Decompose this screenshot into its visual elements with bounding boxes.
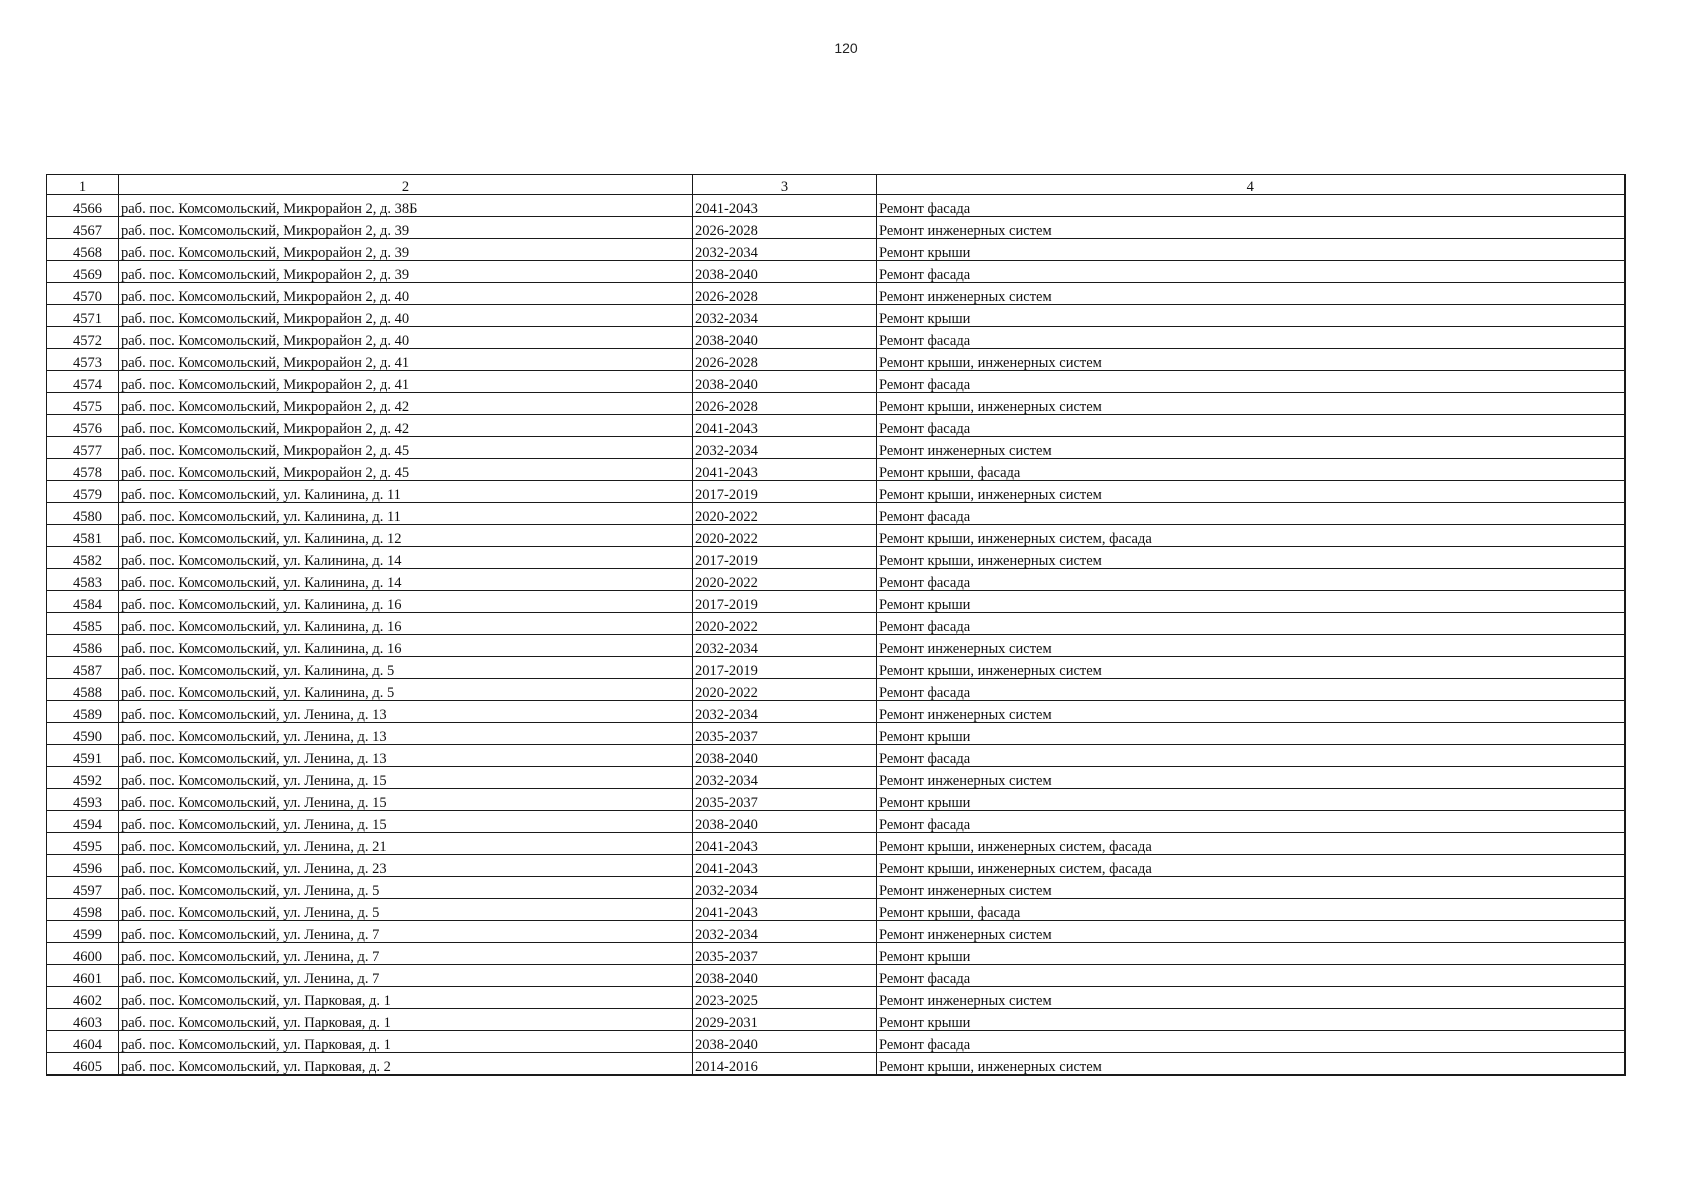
table-row <box>47 899 1625 921</box>
period-cell: 2038-2040 <box>693 745 877 767</box>
address-cell: раб. пос. Комсомольский, ул. Парковая, д. 1 <box>119 1009 693 1031</box>
table-row <box>47 283 1625 305</box>
table-row <box>47 591 1625 613</box>
work-type-cell: Ремонт фасада <box>877 261 1625 283</box>
row-number: 4593 <box>47 789 119 811</box>
period-cell: 2038-2040 <box>693 965 877 987</box>
row-number: 4582 <box>47 547 119 569</box>
row-number: 4600 <box>47 943 119 965</box>
address-cell: раб. пос. Комсомольский, ул. Калинина, д. 14 <box>119 569 693 591</box>
work-type-cell: Ремонт фасада <box>877 679 1625 701</box>
address-cell: раб. пос. Комсомольский, Микрорайон 2, д. 42 <box>119 393 693 415</box>
table-row <box>47 745 1625 767</box>
address-cell: раб. пос. Комсомольский, Микрорайон 2, д. 41 <box>119 371 693 393</box>
row-number: 4570 <box>47 283 119 305</box>
address-cell: раб. пос. Комсомольский, ул. Ленина, д. 15 <box>119 811 693 833</box>
period-cell: 2038-2040 <box>693 261 877 283</box>
work-type-cell: Ремонт крыши <box>877 239 1625 261</box>
work-type-cell: Ремонт крыши, инженерных систем <box>877 547 1625 569</box>
address-cell: раб. пос. Комсомольский, ул. Ленина, д. 21 <box>119 833 693 855</box>
table-row <box>47 943 1625 965</box>
work-type-cell: Ремонт фасада <box>877 569 1625 591</box>
address-cell: раб. пос. Комсомольский, ул. Парковая, д. 2 <box>119 1053 693 1076</box>
row-number: 4590 <box>47 723 119 745</box>
period-cell: 2020-2022 <box>693 569 877 591</box>
row-number: 4571 <box>47 305 119 327</box>
address-cell: раб. пос. Комсомольский, ул. Ленина, д. 5 <box>119 877 693 899</box>
period-cell: 2035-2037 <box>693 723 877 745</box>
address-cell: раб. пос. Комсомольский, ул. Ленина, д. 15 <box>119 789 693 811</box>
address-cell: раб. пос. Комсомольский, ул. Калинина, д. 16 <box>119 635 693 657</box>
period-cell: 2026-2028 <box>693 217 877 239</box>
period-cell: 2035-2037 <box>693 943 877 965</box>
period-cell: 2020-2022 <box>693 613 877 635</box>
row-number: 4603 <box>47 1009 119 1031</box>
work-type-cell: Ремонт фасада <box>877 195 1625 217</box>
table-row <box>47 657 1625 679</box>
column-header-work-type: 4 <box>877 175 1625 195</box>
row-number: 4594 <box>47 811 119 833</box>
table-row <box>47 965 1625 987</box>
table-row <box>47 195 1625 217</box>
row-number: 4584 <box>47 591 119 613</box>
work-type-cell: Ремонт крыши, инженерных систем <box>877 657 1625 679</box>
work-type-cell: Ремонт крыши, фасада <box>877 459 1625 481</box>
address-cell: раб. пос. Комсомольский, ул. Ленина, д. 7 <box>119 943 693 965</box>
period-cell: 2041-2043 <box>693 195 877 217</box>
period-cell: 2026-2028 <box>693 349 877 371</box>
page-number: 120 <box>834 40 858 56</box>
work-type-cell: Ремонт крыши <box>877 789 1625 811</box>
row-number: 4583 <box>47 569 119 591</box>
work-type-cell: Ремонт крыши, инженерных систем, фасада <box>877 525 1625 547</box>
table-row <box>47 921 1625 943</box>
work-type-cell: Ремонт фасада <box>877 503 1625 525</box>
work-type-cell: Ремонт фасада <box>877 613 1625 635</box>
work-type-cell: Ремонт крыши, инженерных систем, фасада <box>877 833 1625 855</box>
work-type-cell: Ремонт инженерных систем <box>877 635 1625 657</box>
work-type-cell: Ремонт крыши, инженерных систем <box>877 481 1625 503</box>
work-type-cell: Ремонт крыши, инженерных систем, фасада <box>877 855 1625 877</box>
period-cell: 2032-2034 <box>693 305 877 327</box>
row-number: 4597 <box>47 877 119 899</box>
work-type-cell: Ремонт крыши <box>877 1009 1625 1031</box>
address-cell: раб. пос. Комсомольский, ул. Калинина, д. 16 <box>119 591 693 613</box>
address-cell: раб. пос. Комсомольский, Микрорайон 2, д. 41 <box>119 349 693 371</box>
address-cell: раб. пос. Комсомольский, ул. Ленина, д. 23 <box>119 855 693 877</box>
table-row <box>47 525 1625 547</box>
period-cell: 2038-2040 <box>693 1031 877 1053</box>
work-type-cell: Ремонт инженерных систем <box>877 701 1625 723</box>
period-cell: 2026-2028 <box>693 283 877 305</box>
work-type-cell: Ремонт крыши, инженерных систем <box>877 393 1625 415</box>
table-row <box>47 459 1625 481</box>
address-cell: раб. пос. Комсомольский, Микрорайон 2, д. 39 <box>119 239 693 261</box>
address-cell: раб. пос. Комсомольский, Микрорайон 2, д. 45 <box>119 437 693 459</box>
table-row <box>47 547 1625 569</box>
table-row <box>47 217 1625 239</box>
row-number: 4601 <box>47 965 119 987</box>
table-row <box>47 987 1625 1009</box>
work-type-cell: Ремонт крыши <box>877 723 1625 745</box>
period-cell: 2023-2025 <box>693 987 877 1009</box>
table-row <box>47 833 1625 855</box>
work-type-cell: Ремонт крыши, инженерных систем <box>877 1053 1625 1076</box>
row-number: 4576 <box>47 415 119 437</box>
address-cell: раб. пос. Комсомольский, ул. Ленина, д. 13 <box>119 745 693 767</box>
table-row <box>47 261 1625 283</box>
registry-table <box>46 174 1626 1076</box>
address-cell: раб. пос. Комсомольский, ул. Ленина, д. 5 <box>119 899 693 921</box>
address-cell: раб. пос. Комсомольский, ул. Ленина, д. 7 <box>119 965 693 987</box>
table-row <box>47 305 1625 327</box>
table-row <box>47 1009 1625 1031</box>
row-number: 4581 <box>47 525 119 547</box>
work-type-cell: Ремонт крыши <box>877 943 1625 965</box>
column-header-period: 3 <box>693 175 877 195</box>
address-cell: раб. пос. Комсомольский, ул. Парковая, д. 1 <box>119 1031 693 1053</box>
address-cell: раб. пос. Комсомольский, ул. Калинина, д. 11 <box>119 481 693 503</box>
period-cell: 2020-2022 <box>693 503 877 525</box>
row-number: 4592 <box>47 767 119 789</box>
period-cell: 2017-2019 <box>693 591 877 613</box>
work-type-cell: Ремонт инженерных систем <box>877 283 1625 305</box>
table-row <box>47 239 1625 261</box>
row-number: 4596 <box>47 855 119 877</box>
row-number: 4588 <box>47 679 119 701</box>
column-header-address: 2 <box>119 175 693 195</box>
table-row <box>47 437 1625 459</box>
row-number: 4567 <box>47 217 119 239</box>
table-row <box>47 393 1625 415</box>
row-number: 4573 <box>47 349 119 371</box>
address-cell: раб. пос. Комсомольский, ул. Калинина, д. 14 <box>119 547 693 569</box>
work-type-cell: Ремонт фасада <box>877 965 1625 987</box>
table-row <box>47 327 1625 349</box>
row-number: 4585 <box>47 613 119 635</box>
row-number: 4574 <box>47 371 119 393</box>
table-row <box>47 877 1625 899</box>
table-body <box>47 195 1625 1076</box>
table-row <box>47 855 1625 877</box>
table-row <box>47 569 1625 591</box>
work-type-cell: Ремонт крыши, инженерных систем <box>877 349 1625 371</box>
address-cell: раб. пос. Комсомольский, ул. Калинина, д. 11 <box>119 503 693 525</box>
address-cell: раб. пос. Комсомольский, Микрорайон 2, д. 40 <box>119 283 693 305</box>
row-number: 4599 <box>47 921 119 943</box>
period-cell: 2038-2040 <box>693 327 877 349</box>
work-type-cell: Ремонт инженерных систем <box>877 921 1625 943</box>
address-cell: раб. пос. Комсомольский, Микрорайон 2, д. 39 <box>119 217 693 239</box>
table-row <box>47 349 1625 371</box>
address-cell: раб. пос. Комсомольский, ул. Калинина, д. 5 <box>119 657 693 679</box>
row-number: 4595 <box>47 833 119 855</box>
table-row <box>47 371 1625 393</box>
table-header-row <box>47 175 1625 195</box>
table-row <box>47 635 1625 657</box>
work-type-cell: Ремонт фасада <box>877 811 1625 833</box>
address-cell: раб. пос. Комсомольский, ул. Калинина, д. 16 <box>119 613 693 635</box>
address-cell: раб. пос. Комсомольский, ул. Ленина, д. 15 <box>119 767 693 789</box>
period-cell: 2032-2034 <box>693 767 877 789</box>
address-cell: раб. пос. Комсомольский, ул. Парковая, д. 1 <box>119 987 693 1009</box>
address-cell: раб. пос. Комсомольский, Микрорайон 2, д. 40 <box>119 305 693 327</box>
work-type-cell: Ремонт фасада <box>877 745 1625 767</box>
period-cell: 2032-2034 <box>693 239 877 261</box>
period-cell: 2017-2019 <box>693 547 877 569</box>
table-row <box>47 789 1625 811</box>
row-number: 4572 <box>47 327 119 349</box>
table-row <box>47 415 1625 437</box>
period-cell: 2014-2016 <box>693 1053 877 1076</box>
address-cell: раб. пос. Комсомольский, ул. Калинина, д. 12 <box>119 525 693 547</box>
period-cell: 2035-2037 <box>693 789 877 811</box>
table-row <box>47 767 1625 789</box>
period-cell: 2038-2040 <box>693 811 877 833</box>
work-type-cell: Ремонт фасада <box>877 1031 1625 1053</box>
row-number: 4579 <box>47 481 119 503</box>
table-row <box>47 701 1625 723</box>
address-cell: раб. пос. Комсомольский, ул. Калинина, д. 5 <box>119 679 693 701</box>
period-cell: 2029-2031 <box>693 1009 877 1031</box>
table-row <box>47 723 1625 745</box>
table-row <box>47 1031 1625 1053</box>
row-number: 4566 <box>47 195 119 217</box>
work-type-cell: Ремонт фасада <box>877 371 1625 393</box>
work-type-cell: Ремонт фасада <box>877 415 1625 437</box>
period-cell: 2032-2034 <box>693 921 877 943</box>
row-number: 4591 <box>47 745 119 767</box>
period-cell: 2017-2019 <box>693 481 877 503</box>
work-type-cell: Ремонт инженерных систем <box>877 877 1625 899</box>
period-cell: 2020-2022 <box>693 525 877 547</box>
work-type-cell: Ремонт фасада <box>877 327 1625 349</box>
work-type-cell: Ремонт крыши <box>877 591 1625 613</box>
table-row <box>47 503 1625 525</box>
row-number: 4587 <box>47 657 119 679</box>
table-row <box>47 811 1625 833</box>
work-type-cell: Ремонт инженерных систем <box>877 217 1625 239</box>
row-number: 4586 <box>47 635 119 657</box>
work-type-cell: Ремонт инженерных систем <box>877 437 1625 459</box>
table-row <box>47 679 1625 701</box>
period-cell: 2032-2034 <box>693 437 877 459</box>
period-cell: 2020-2022 <box>693 679 877 701</box>
address-cell: раб. пос. Комсомольский, ул. Ленина, д. 7 <box>119 921 693 943</box>
address-cell: раб. пос. Комсомольский, Микрорайон 2, д. 38Б <box>119 195 693 217</box>
address-cell: раб. пос. Комсомольский, Микрорайон 2, д. 39 <box>119 261 693 283</box>
row-number: 4604 <box>47 1031 119 1053</box>
period-cell: 2017-2019 <box>693 657 877 679</box>
period-cell: 2032-2034 <box>693 701 877 723</box>
work-type-cell: Ремонт крыши, фасада <box>877 899 1625 921</box>
row-number: 4575 <box>47 393 119 415</box>
period-cell: 2041-2043 <box>693 459 877 481</box>
period-cell: 2032-2034 <box>693 877 877 899</box>
row-number: 4580 <box>47 503 119 525</box>
row-number: 4605 <box>47 1053 119 1076</box>
work-type-cell: Ремонт инженерных систем <box>877 767 1625 789</box>
table-row <box>47 481 1625 503</box>
period-cell: 2041-2043 <box>693 833 877 855</box>
address-cell: раб. пос. Комсомольский, ул. Ленина, д. 13 <box>119 723 693 745</box>
row-number: 4568 <box>47 239 119 261</box>
period-cell: 2041-2043 <box>693 855 877 877</box>
address-cell: раб. пос. Комсомольский, ул. Ленина, д. 13 <box>119 701 693 723</box>
row-number: 4602 <box>47 987 119 1009</box>
period-cell: 2041-2043 <box>693 899 877 921</box>
period-cell: 2026-2028 <box>693 393 877 415</box>
row-number: 4589 <box>47 701 119 723</box>
work-type-cell: Ремонт крыши <box>877 305 1625 327</box>
row-number: 4569 <box>47 261 119 283</box>
row-number: 4577 <box>47 437 119 459</box>
table-row <box>47 1053 1625 1076</box>
period-cell: 2038-2040 <box>693 371 877 393</box>
address-cell: раб. пос. Комсомольский, Микрорайон 2, д. 45 <box>119 459 693 481</box>
period-cell: 2041-2043 <box>693 415 877 437</box>
column-header-number: 1 <box>47 175 119 195</box>
address-cell: раб. пос. Комсомольский, Микрорайон 2, д. 40 <box>119 327 693 349</box>
row-number: 4578 <box>47 459 119 481</box>
address-cell: раб. пос. Комсомольский, Микрорайон 2, д. 42 <box>119 415 693 437</box>
work-type-cell: Ремонт инженерных систем <box>877 987 1625 1009</box>
table-row <box>47 613 1625 635</box>
period-cell: 2032-2034 <box>693 635 877 657</box>
row-number: 4598 <box>47 899 119 921</box>
